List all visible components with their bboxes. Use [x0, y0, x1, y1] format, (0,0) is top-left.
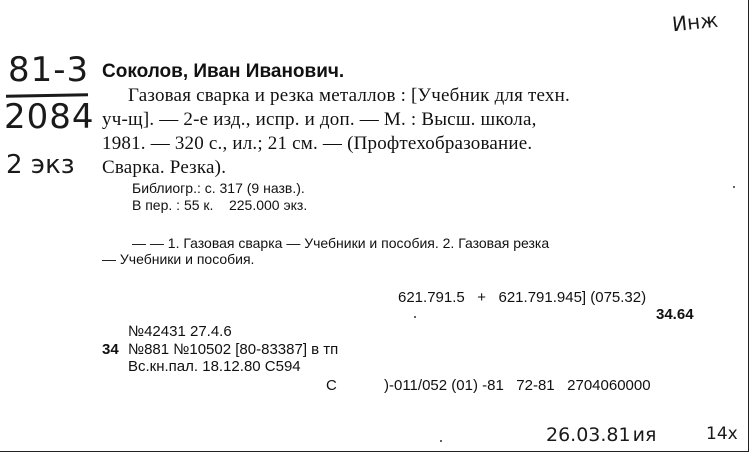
handwritten-corner-mark: Инж	[670, 7, 720, 37]
record-title-line-3: 1981. — 320 с., ил.; 21 см. — (Профтехобразование.	[102, 133, 533, 154]
record-card-number: №42431 27.4.6	[128, 323, 232, 340]
handwritten-copies-count: 2 экз	[6, 150, 75, 180]
record-code-line: )-011/052 (01) -81 72-81 2704060000	[384, 377, 651, 394]
handwritten-call-number-top: 81-3	[8, 50, 90, 90]
record-title-line-1: Газовая сварка и резка металлов : [Учебник для техн.	[128, 85, 570, 106]
record-bbk-index: 34.64	[656, 306, 694, 323]
record-title-line-4: Сварка. Резка).	[102, 157, 227, 178]
record-prefix-34: 34	[102, 341, 119, 358]
record-code-letter: С	[326, 377, 337, 394]
record-title-line-2: уч-щ]. — 2-е изд., испр. и доп. — М. : Высш. школа,	[102, 109, 537, 130]
record-author: Соколов, Иван Иванович.	[102, 61, 345, 82]
record-order-line: №881 №10502 [80-83387] в тп	[128, 341, 339, 358]
handwritten-date-sign: ия	[632, 424, 657, 446]
record-subjects-line-1: — — 1. Газовая сварка — Учебники и пособия. 2. Газовая резка	[132, 235, 550, 251]
record-bibliography: Библиогр.: с. 317 (9 назв.).	[132, 180, 305, 196]
record-udc-index: 621.791.5 + 621.791.945] (075.32)	[398, 289, 647, 306]
handwritten-date	[546, 424, 656, 446]
handwritten-date-value: 26.03.81	[546, 424, 631, 446]
record-binding-print-run: В пер. : 55 к. 225.000 экз.	[132, 197, 308, 213]
record-book-chamber-line: Вс.кн.пал. 18.12.80 С594	[128, 358, 301, 375]
speck	[440, 440, 442, 442]
speck	[414, 316, 416, 318]
handwritten-bottom-right-mark: 14х	[706, 424, 738, 444]
handwritten-call-number-bottom: 2084	[4, 97, 95, 137]
record-subjects-line-2: — Учебники и пособия.	[102, 251, 255, 267]
speck	[733, 186, 735, 188]
